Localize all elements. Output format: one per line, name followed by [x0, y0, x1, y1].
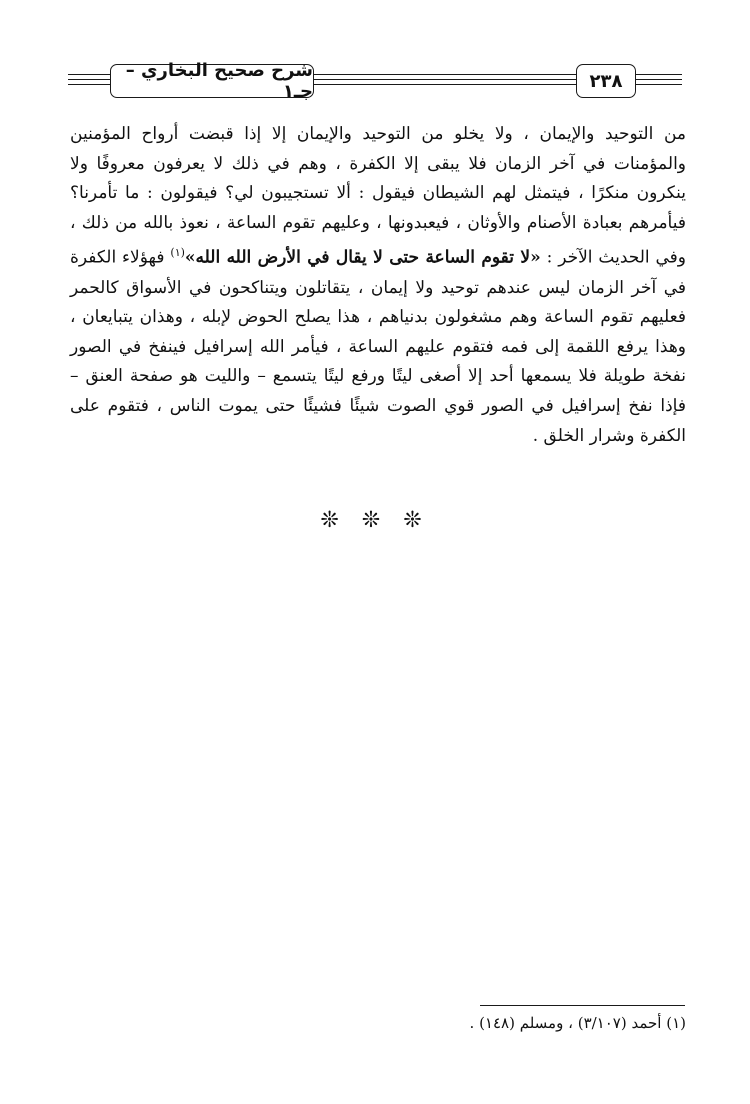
- body-paragraph: [70, 120, 686, 451]
- header-rule: [68, 74, 110, 75]
- page-number-box: [576, 64, 636, 98]
- header-rule: [636, 84, 682, 85]
- section-ornament: ❊ ❊ ❊: [320, 508, 430, 533]
- body-text-2: فهؤلاء الكفرة في آخر الزمان ليس عندهم توحيد ولا إيمان ، يتقاتلون ويتناكحون في الأسواق كالحمر فعليهم تقوم الساعة وهم مشغولون بدنياهم ، هذا يصلح الحوض لإبله ، وهذان يتبايعان ، وهذا يرفع اللقمة إلى فمه فتقوم عليهم الساعة ، فيأمر الله إسرافيل فينفخ في الصور نفخة طويلة فلا يسمعها أحد إلا أصغى ليتًا ورفع ليتًا يتسمع – والليت هو صفحة العنق – فإذا نفخ إسرافيل في الصور قوي الصوت شيئًا فشيئًا حتى يموت الناس ، فتقوم على الكفرة وشرار الخلق .: [70, 248, 686, 446]
- header-rule: [68, 84, 110, 85]
- header-rule: [314, 84, 576, 85]
- main-text: [70, 120, 686, 451]
- body-text-1: من التوحيد والإيمان ، ولا يخلو من التوحيد والإيمان إلا إذا قبضت أرواح المؤمنين والمؤمنات في آخر الزمان فلا يبقى إلا الكفرة ، وهم في ذلك لا يعرفون معروفًا ولا ينكرون منكرًا ، فيتمثل لهم الشيطان فيقول : ألا تستجيبون لي؟ فيقولون : ما تأمرنا؟ فيأمرهم بعبادة الأصنام والأوثان ، فيعبدونها ، وعليهم تقوم الساعة ، نعوذ بالله من ذلك ، وفي الحديث الآخر :: [70, 124, 687, 269]
- footnote: [70, 1014, 686, 1032]
- page-header: [68, 62, 682, 106]
- book-title: شرح صحيح البخاري – جـ١: [125, 60, 313, 102]
- header-rule: [314, 79, 576, 80]
- hadith-quote: «لا تقوم الساعة حتى لا يقال في الأرض الله الله»: [184, 248, 541, 269]
- footnote-reference: (١): [170, 246, 185, 260]
- page-number: ٢٣٨: [589, 70, 623, 92]
- header-rule: [68, 79, 110, 80]
- header-rule: [636, 74, 682, 75]
- book-title-box: [110, 60, 314, 102]
- header-rule: [314, 74, 576, 75]
- header-rule: [636, 79, 682, 80]
- footnote-separator: [480, 1005, 685, 1006]
- footnote-text: (١) أحمد (٣/١٠٧) ، ومسلم (١٤٨) .: [469, 1014, 686, 1032]
